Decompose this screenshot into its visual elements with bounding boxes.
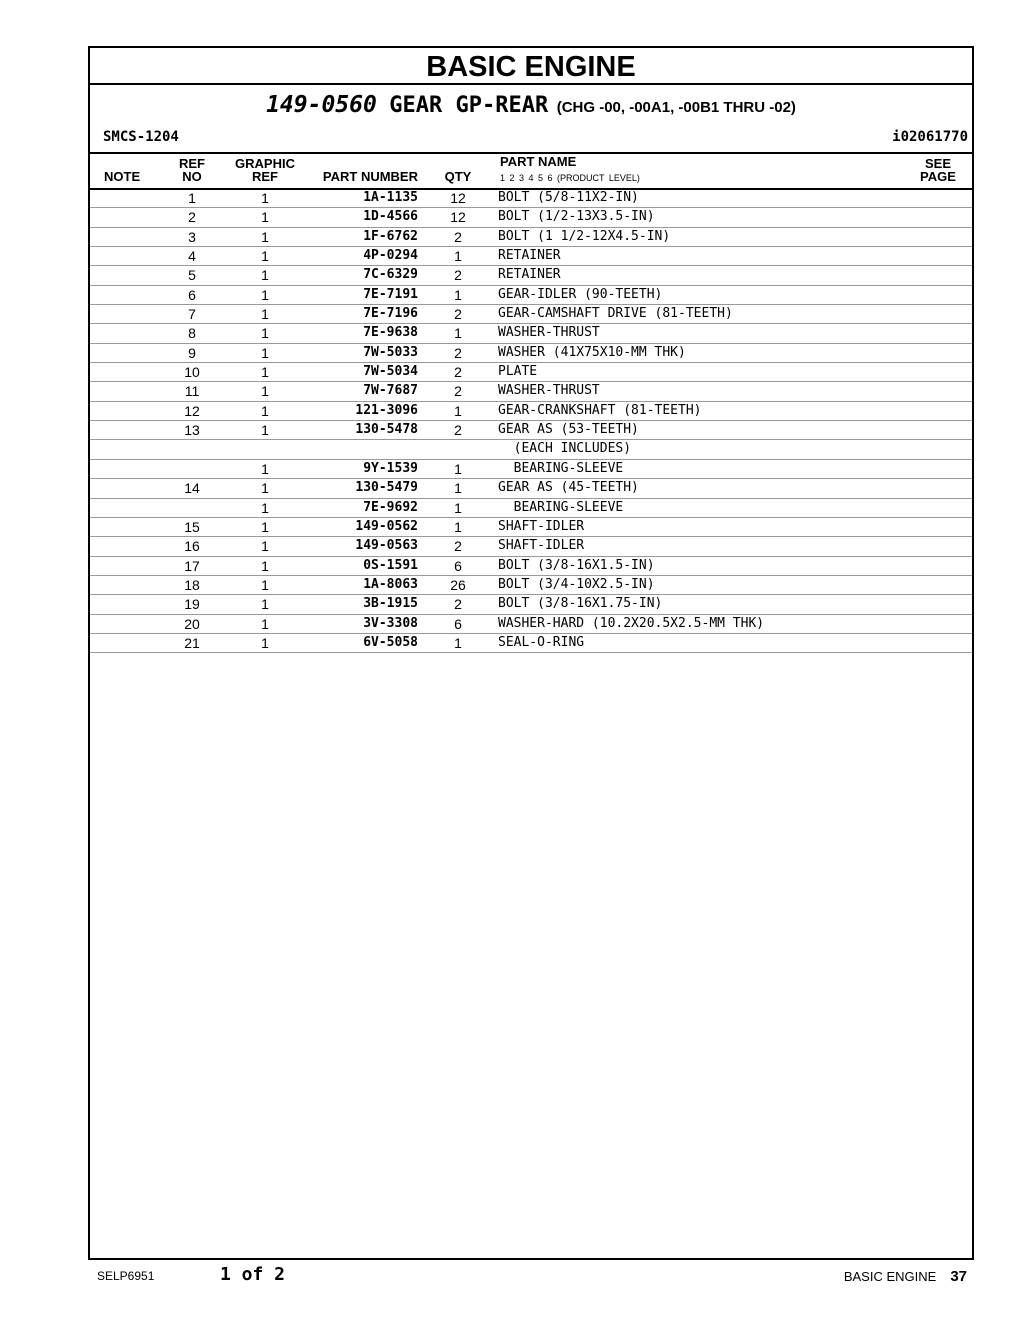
part-name: GEAR AS (45-TEETH): [498, 480, 639, 496]
part-number: 149-0563: [355, 538, 418, 554]
part-name: PLATE: [498, 364, 538, 380]
qty: 26: [450, 576, 466, 593]
part-name: BOLT (3/8-16X1.5-IN): [498, 557, 655, 573]
ref-no: 3: [188, 228, 196, 245]
graphic-ref: 1: [261, 422, 269, 439]
table-row: [90, 208, 972, 227]
part-name: (EACH INCLUDES): [498, 441, 632, 457]
part-number: 7E-9638: [363, 325, 418, 341]
part-number: 0S-1591: [363, 557, 418, 573]
graphic-ref: 1: [261, 538, 269, 555]
table-row: [90, 189, 972, 208]
col-product-levels: 1 2 3 4 5 6 (PRODUCT LEVEL): [500, 173, 640, 183]
graphic-ref: 1: [261, 499, 269, 516]
part-name: WASHER-THRUST: [498, 383, 600, 399]
table-row: [90, 460, 972, 479]
qty: 1: [454, 499, 462, 516]
table-row: [90, 305, 972, 324]
qty: 1: [454, 460, 462, 477]
graphic-ref: 1: [261, 286, 269, 303]
graphic-ref: 1: [261, 325, 269, 342]
qty: 1: [454, 402, 462, 419]
graphic-ref: 1: [261, 480, 269, 497]
part-number: 1D-4566: [363, 209, 418, 225]
qty: 12: [450, 209, 466, 226]
table-row: [90, 363, 972, 382]
part-number: 1A-1135: [363, 190, 418, 205]
qty: 1: [454, 325, 462, 342]
part-number: 1A-8063: [363, 576, 418, 592]
graphic-ref: 1: [261, 557, 269, 574]
footer-doc-code: SELP6951: [97, 1269, 155, 1283]
graphic-ref: 1: [261, 228, 269, 245]
part-name: BEARING-SLEEVE: [498, 460, 624, 476]
ref-no: 16: [184, 538, 200, 555]
ref-no: 8: [188, 325, 196, 342]
graphic-ref: 1: [261, 248, 269, 265]
ref-no: 14: [184, 480, 200, 497]
ref-no: 20: [184, 615, 200, 632]
part-name: BOLT (1/2-13X3.5-IN): [498, 209, 655, 225]
qty: 2: [454, 344, 462, 361]
table-row: [90, 228, 972, 247]
qty: 2: [454, 538, 462, 555]
parts-page-frame: [88, 46, 974, 1260]
table-row: [90, 324, 972, 343]
graphic-ref: 1: [261, 383, 269, 400]
part-name: BOLT (5/8-11X2-IN): [498, 190, 639, 205]
ref-no: 12: [184, 402, 200, 419]
part-number: 7W-5033: [363, 344, 418, 360]
part-name: WASHER-THRUST: [498, 325, 600, 341]
part-number: 7E-9692: [363, 499, 418, 515]
graphic-ref: 1: [261, 344, 269, 361]
part-number: 7C-6329: [363, 267, 418, 283]
qty: 2: [454, 267, 462, 284]
part-name: BOLT (3/8-16X1.75-IN): [498, 596, 663, 612]
qty: 2: [454, 306, 462, 323]
qty: 12: [450, 190, 466, 206]
col-graphic-header-top: GRAPHIC: [235, 156, 295, 171]
part-name: WASHER-HARD (10.2X20.5X2.5-MM THK): [498, 615, 765, 631]
qty: 6: [454, 557, 462, 574]
footer-page-number: 37: [950, 1268, 967, 1285]
ref-no: 13: [184, 422, 200, 439]
graphic-ref: 1: [261, 209, 269, 226]
table-row: [90, 576, 972, 595]
part-name: BOLT (3/4-10X2.5-IN): [498, 576, 655, 592]
part-number: 1F-6762: [363, 228, 418, 244]
part-number: 130-5479: [355, 480, 418, 496]
qty: 1: [454, 634, 462, 651]
ref-no: 18: [184, 576, 200, 593]
table-row: [90, 615, 972, 634]
graphic-ref: 1: [261, 518, 269, 535]
table-row: [90, 479, 972, 498]
ref-no: 21: [184, 634, 200, 651]
part-number: 149-0562: [355, 518, 418, 534]
part-number: 6V-5058: [363, 634, 418, 650]
parts-table: [90, 189, 972, 653]
graphic-ref: 1: [261, 306, 269, 323]
table-row: [90, 634, 972, 653]
smcs-code: SMCS-1204: [103, 129, 179, 145]
part-name: SEAL-O-RING: [498, 634, 585, 650]
part-number: 9Y-1539: [363, 460, 418, 476]
part-name: RETAINER: [498, 248, 561, 264]
ref-no: 2: [188, 209, 196, 226]
col-note-header: NOTE: [104, 169, 141, 184]
ref-no: 4: [188, 248, 196, 265]
footer-section-name: BASIC ENGINE: [843, 1269, 937, 1284]
table-row: [90, 595, 972, 614]
graphic-ref: 1: [261, 364, 269, 381]
part-name: SHAFT-IDLER: [498, 518, 585, 534]
ref-no: 15: [184, 518, 200, 535]
group-heading: [90, 92, 972, 118]
table-row: [90, 421, 972, 440]
table-row: [90, 518, 972, 537]
table-row: [90, 266, 972, 285]
qty: 1: [454, 480, 462, 497]
ref-no: 10: [184, 364, 200, 381]
part-name: WASHER (41X75X10-MM THK): [498, 344, 686, 360]
part-name: GEAR-CAMSHAFT DRIVE (81-TEETH): [498, 306, 733, 322]
col-part-number-header: PART NUMBER: [322, 169, 418, 184]
section-title: BASIC ENGINE: [90, 48, 972, 85]
qty: 1: [454, 248, 462, 265]
col-see-page-header-top: SEE: [924, 156, 951, 171]
part-number: 7E-7196: [363, 306, 418, 322]
ref-no: 17: [184, 557, 200, 574]
ref-no: 5: [188, 267, 196, 284]
part-number: 3B-1915: [363, 596, 418, 612]
ref-no: 6: [188, 286, 196, 303]
table-row: [90, 557, 972, 576]
table-row: [90, 537, 972, 556]
part-name: SHAFT-IDLER: [498, 538, 585, 554]
col-part-name-header: PART NAME: [500, 154, 577, 169]
qty: 2: [454, 422, 462, 439]
footer-section: [844, 1268, 967, 1285]
col-see-page-header-bottom: PAGE: [920, 169, 956, 184]
ref-no: 19: [184, 596, 200, 613]
part-name: GEAR-CRANKSHAFT (81-TEETH): [498, 402, 702, 418]
part-number: 3V-3308: [363, 615, 418, 631]
part-number: 4P-0294: [363, 248, 418, 264]
illustration-id: i02061770: [892, 129, 968, 145]
part-name: BEARING-SLEEVE: [498, 499, 624, 515]
group-name: GEAR GP-REAR: [389, 93, 549, 118]
qty: 2: [454, 364, 462, 381]
qty: 2: [454, 383, 462, 400]
qty: 1: [454, 286, 462, 303]
part-name: BOLT (1 1/2-12X4.5-IN): [498, 228, 671, 244]
table-row: [90, 440, 972, 459]
group-number: 149-0560: [266, 92, 377, 118]
ref-no: 1: [188, 190, 196, 206]
part-name: GEAR-IDLER (90-TEETH): [498, 286, 663, 302]
group-change-levels: (CHG -00, -00A1, -00B1 THRU -02): [556, 99, 796, 116]
footer-page-of: 1 of 2: [220, 1264, 286, 1285]
graphic-ref: 1: [261, 190, 269, 206]
ref-no: 11: [184, 383, 200, 400]
qty: 2: [454, 228, 462, 245]
ref-no: 7: [188, 306, 196, 323]
table-row: [90, 247, 972, 266]
col-qty-header: QTY: [444, 169, 472, 184]
graphic-ref: 1: [261, 596, 269, 613]
col-ref-header-bottom: NO: [182, 169, 202, 184]
part-number: 7E-7191: [363, 286, 418, 302]
part-number: 121-3096: [355, 402, 418, 418]
qty: 2: [454, 596, 462, 613]
part-number: 7W-7687: [363, 383, 418, 399]
graphic-ref: 1: [261, 460, 269, 477]
part-number: 7W-5034: [363, 364, 418, 380]
graphic-ref: 1: [261, 634, 269, 651]
col-ref-header-top: REF: [179, 156, 205, 171]
graphic-ref: 1: [261, 402, 269, 419]
table-row: [90, 402, 972, 421]
qty: 1: [454, 518, 462, 535]
graphic-ref: 1: [261, 576, 269, 593]
qty: 6: [454, 615, 462, 632]
table-row: [90, 286, 972, 305]
part-name: RETAINER: [498, 267, 561, 283]
part-number: 130-5478: [355, 422, 418, 438]
col-graphic-header-bottom: REF: [252, 169, 278, 184]
table-row: [90, 382, 972, 401]
ref-no: 9: [188, 344, 196, 361]
table-row: [90, 344, 972, 363]
graphic-ref: 1: [261, 267, 269, 284]
part-name: GEAR AS (53-TEETH): [498, 422, 639, 438]
table-row: [90, 499, 972, 518]
graphic-ref: 1: [261, 615, 269, 632]
